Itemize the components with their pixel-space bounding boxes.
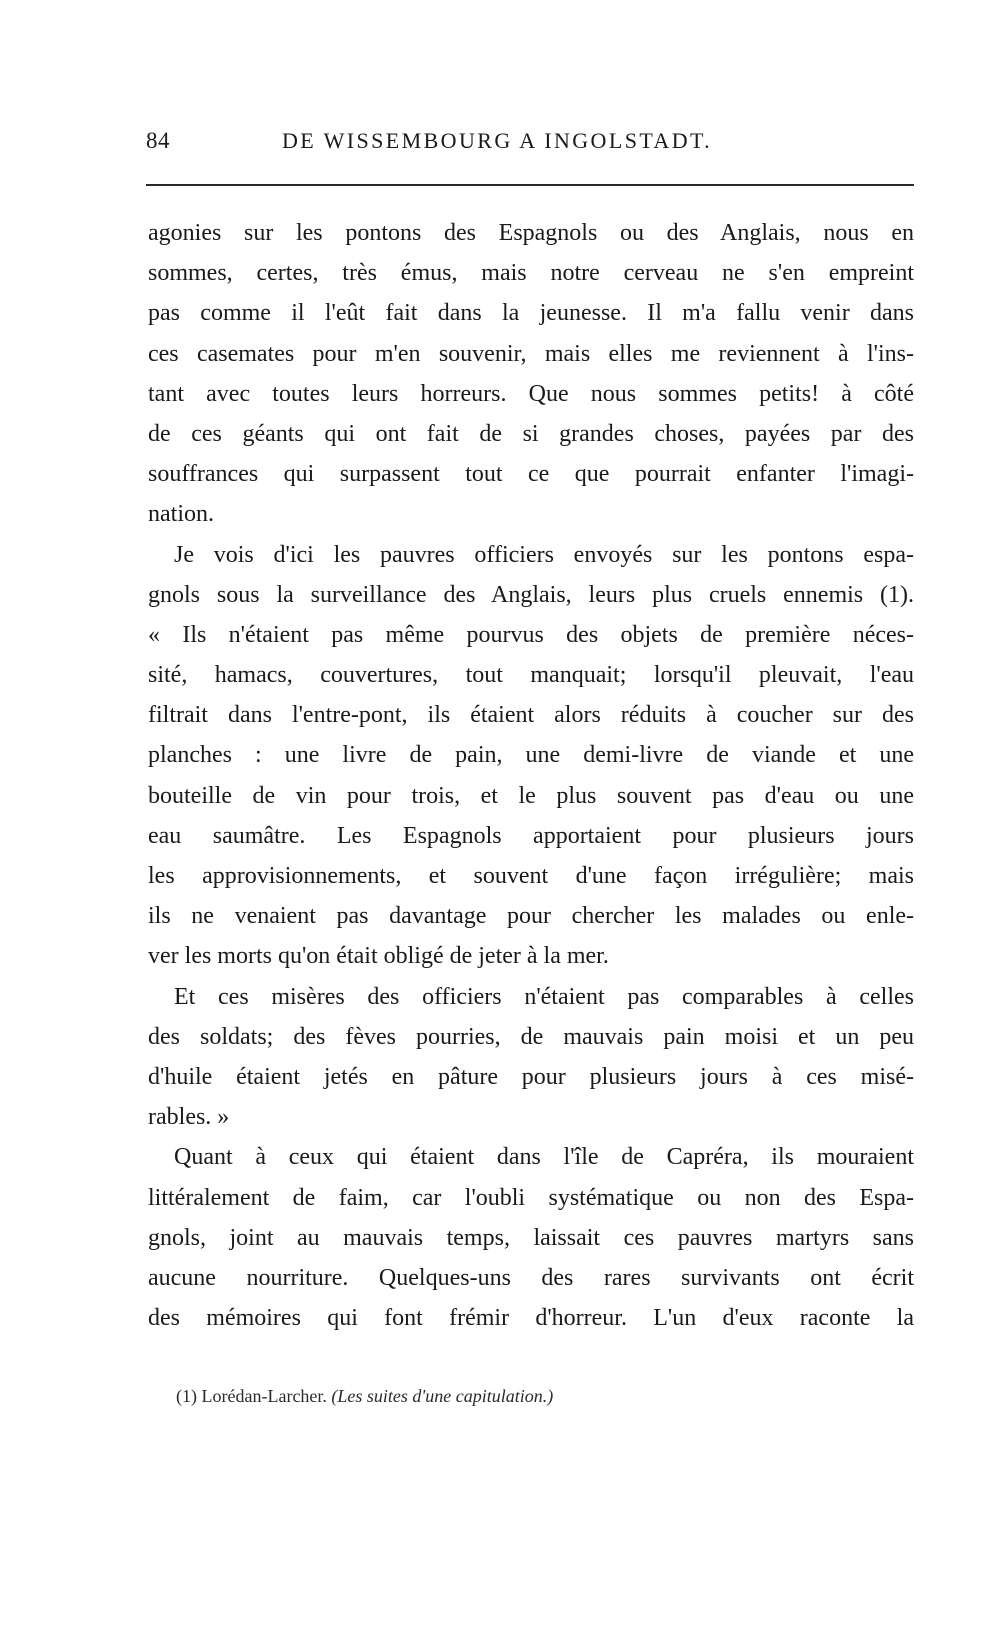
text-line: eau saumâtre. Les Espagnols apportaient pour plusieurs jours bbox=[148, 822, 914, 849]
text-line: rables. » bbox=[148, 1104, 230, 1131]
text-line: littéralement de faim, car l'oubli systématique ou non des Espa- bbox=[148, 1184, 914, 1211]
text-line: ces casemates pour m'en souvenir, mais elles me reviennent à l'ins- bbox=[148, 340, 914, 367]
text-line: sommes, certes, très émus, mais notre cerveau ne s'en empreint bbox=[148, 260, 914, 287]
text-line: ver les morts qu'on était obligé de jeter à la mer. bbox=[148, 943, 609, 970]
text-line: nation. bbox=[148, 501, 214, 528]
text-line: « Ils n'étaient pas même pourvus des objets de première néces- bbox=[148, 621, 914, 648]
text-line: souffrances qui surpassent tout ce que pourrait enfanter l'imagi- bbox=[148, 461, 914, 488]
footnote bbox=[176, 1386, 553, 1407]
text-line: sité, hamacs, couvertures, tout manquait; lorsqu'il pleuvait, l'eau bbox=[148, 662, 914, 689]
text-line: de ces géants qui ont fait de si grandes choses, payées par des bbox=[148, 420, 914, 447]
text-line: gnols, joint au mauvais temps, laissait ces pauvres martyrs sans bbox=[148, 1224, 914, 1251]
text-line: pas comme il l'eût fait dans la jeunesse. Il m'a fallu venir dans bbox=[148, 300, 914, 327]
text-line: agonies sur les pontons des Espagnols ou des Anglais, nous en bbox=[148, 220, 914, 246]
running-title: DE WISSEMBOURG A INGOLSTADT. bbox=[282, 128, 713, 153]
text-line: planches : une livre de pain, une demi-livre de viande et une bbox=[148, 742, 914, 769]
text-line: des soldats; des fèves pourries, de mauvais pain moisi et un peu bbox=[148, 1023, 914, 1050]
text-line: des mémoires qui font frémir d'horreur. L'un d'eux raconte la bbox=[148, 1305, 914, 1332]
page-header bbox=[146, 128, 910, 168]
body-text bbox=[148, 213, 914, 1338]
text-line: filtrait dans l'entre-pont, ils étaient alors réduits à coucher sur des bbox=[148, 702, 914, 729]
footnote-title: (Les suites d'une capitulation.) bbox=[331, 1386, 554, 1406]
text-line: ils ne venaient pas davantage pour chercher les malades ou enle- bbox=[148, 903, 914, 930]
text-line: tant avec toutes leurs horreurs. Que nous sommes petits! à côté bbox=[148, 380, 914, 407]
text-line: aucune nourriture. Quelques-uns des rares survivants ont écrit bbox=[148, 1264, 914, 1291]
text-line: d'huile étaient jetés en pâture pour plusieurs jours à ces misé- bbox=[148, 1063, 914, 1090]
footnote-author: Lorédan-Larcher. bbox=[201, 1386, 327, 1406]
text-line: Et ces misères des officiers n'étaient pas comparables à celles bbox=[174, 983, 914, 1010]
text-line: gnols sous la surveillance des Anglais, leurs plus cruels ennemis (1). bbox=[148, 581, 914, 608]
page-number: 84 bbox=[146, 128, 170, 153]
text-line: les approvisionnements, et souvent d'une façon irrégulière; mais bbox=[148, 863, 914, 889]
text-line: bouteille de vin pour trois, et le plus souvent pas d'eau ou une bbox=[148, 782, 914, 809]
text-line: Je vois d'ici les pauvres officiers envoyés sur les pontons espa- bbox=[174, 541, 914, 568]
header-rule bbox=[146, 184, 914, 186]
footnote-marker: (1) bbox=[176, 1386, 197, 1406]
text-line: Quant à ceux qui étaient dans l'île de Capréra, ils mouraient bbox=[174, 1144, 914, 1171]
